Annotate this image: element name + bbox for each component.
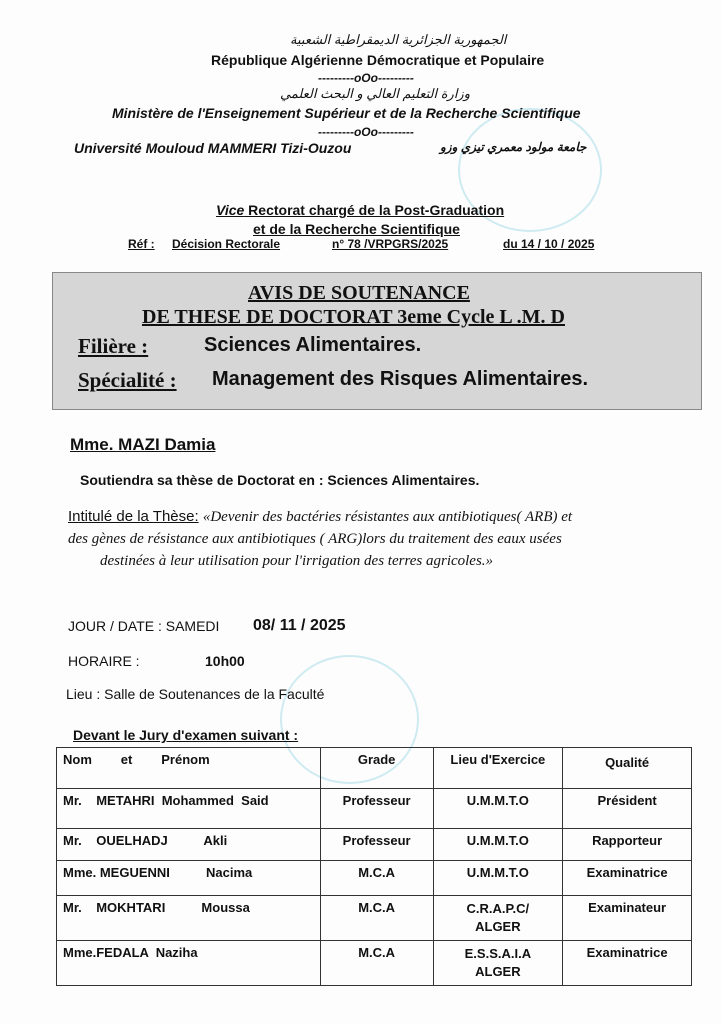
university: Université Mouloud MAMMERI Tizi-Ouzou (74, 140, 352, 156)
vice-rest: Rectorat chargé de la Post-Graduation (244, 202, 505, 218)
intitule-label: Intitulé de la Thèse: (68, 508, 199, 525)
member-qualite: Examinatrice (563, 861, 692, 896)
filiere-label: Filière : (78, 334, 149, 358)
member-grade: M.C.A (320, 896, 433, 941)
member-grade: M.C.A (320, 941, 433, 986)
vice-italic: Vice (216, 202, 245, 218)
ref-decision: Décision Rectorale (172, 237, 281, 251)
arabic-republic: الجمهورية الجزائرية الديمقراطية الشعبية (290, 32, 507, 47)
table-row (57, 789, 692, 829)
ministry: Ministère de l'Enseignement Supérieur et de la Recherche Scientifique (112, 105, 581, 121)
member-lieu: U.M.M.T.O (433, 829, 563, 861)
member-name: Mme. MEGUENNI Nacima (57, 861, 321, 896)
table-row (57, 896, 692, 941)
member-qualite: Examinatrice (563, 941, 692, 986)
member-qualite: Président (563, 789, 692, 829)
republic: République Algérienne Démocratique et Populaire (211, 52, 545, 68)
thesis-title (68, 506, 572, 572)
table-header-row (57, 748, 692, 789)
ref-date: du 14 / 10 / 2025 (503, 237, 595, 251)
member-grade: M.C.A (320, 861, 433, 896)
member-name: Mme.FEDALA Naziha (57, 941, 321, 986)
intitule-line-2: des gènes de résistance aux antibiotiques ( ARG)lors du traitement des eaux usées (68, 531, 562, 547)
member-qualite: Rapporteur (563, 829, 692, 861)
separator: ---------oOo--------- (318, 125, 414, 139)
table-row (57, 941, 692, 986)
header-nom: Nom et Prénom (57, 748, 321, 789)
intitule-line-1: «Devenir des bactéries résistantes aux antibiotiques( ARB) et (202, 509, 573, 525)
jour-label: JOUR / DATE : SAMEDI (68, 618, 220, 634)
member-name: Mr. MOKHTARI Moussa (57, 896, 321, 941)
banner-title-1: AVIS DE SOUTENANCE (248, 282, 470, 304)
banner-title-2: DE THESE DE DOCTORAT 3eme Cycle L .M. D (142, 306, 565, 328)
jour-value: 08/ 11 / 2025 (253, 617, 346, 634)
header-qualite: Qualité (563, 748, 692, 789)
soutiendra: Soutiendra sa thèse de Doctorat en : Sciences Alimentaires. (80, 472, 480, 488)
member-lieu: E.S.S.A.I.A ALGER (433, 941, 563, 986)
member-qualite: Examinateur (563, 896, 692, 941)
table-row (57, 829, 692, 861)
arabic-university: جامعة مولود معمري تيزي وزو (440, 140, 587, 154)
member-grade: Professeur (320, 789, 433, 829)
horaire-value: 10h00 (205, 653, 245, 669)
filiere-value: Sciences Alimentaires. (204, 334, 422, 356)
vice-rectorat (216, 202, 504, 218)
arabic-ministry: وزارة التعليم العالي و البحث العلمي (280, 86, 470, 101)
jury-title: Devant le Jury d'examen suivant : (73, 727, 299, 743)
separator: ---------oOo--------- (318, 71, 414, 85)
member-lieu: C.R.A.P.C/ ALGER (433, 896, 563, 941)
ref-number: n° 78 /VRPGRS/2025 (332, 237, 449, 251)
ref-label: Réf : (128, 237, 155, 251)
specialite-value: Management des Risques Alimentaires. (212, 368, 589, 390)
intitule-line-3: destinées à leur utilisation pour l'irrigation des terres agricoles.» (100, 553, 494, 569)
vice-line2: et de la Recherche Scientifique (253, 221, 460, 237)
horaire-label: HORAIRE : (68, 653, 140, 669)
member-name: Mr. METAHRI Mohammed Said (57, 789, 321, 829)
lieu: Lieu : Salle de Soutenances de la Faculté (66, 686, 325, 702)
member-name: Mr. OUELHADJ Akli (57, 829, 321, 861)
header-grade: Grade (320, 748, 433, 789)
member-grade: Professeur (320, 829, 433, 861)
jury-table (56, 747, 692, 986)
table-row (57, 861, 692, 896)
candidate-name: Mme. MAZI Damia (70, 435, 216, 454)
specialite-label: Spécialité : (78, 368, 177, 392)
member-lieu: U.M.M.T.O (433, 861, 563, 896)
header-lieu: Lieu d'Exercice (433, 748, 563, 789)
member-lieu: U.M.M.T.O (433, 789, 563, 829)
